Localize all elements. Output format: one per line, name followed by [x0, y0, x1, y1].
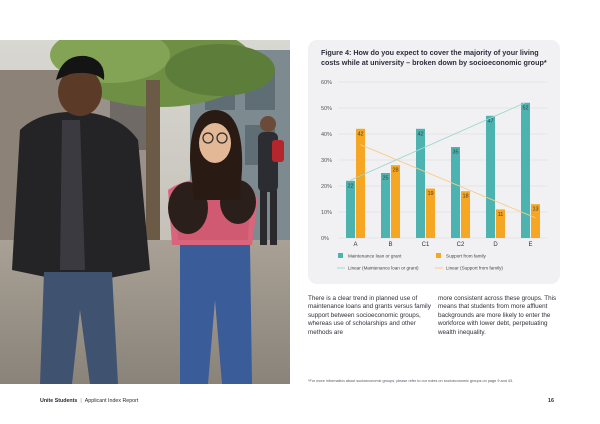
data-label: 28 [392, 167, 399, 174]
data-label: 22 [347, 183, 354, 190]
footer-brand: Unite Students [40, 398, 78, 404]
bar [356, 129, 365, 238]
bar-chart [308, 40, 560, 284]
x-tick-label: A [353, 242, 358, 248]
bar [416, 129, 425, 238]
page-number: 16 [548, 398, 554, 404]
legend-swatch [436, 253, 441, 258]
bar [451, 147, 460, 238]
legend-swatch [338, 253, 343, 258]
data-label: 42 [357, 131, 364, 138]
bar [346, 181, 355, 238]
x-tick-label: C2 [456, 242, 465, 248]
y-tick-label: 30% [321, 158, 333, 164]
x-tick-label: D [493, 242, 498, 248]
data-label: 47 [487, 118, 494, 125]
data-label: 19 [427, 191, 434, 198]
y-tick-label: 40% [321, 132, 333, 138]
chart-card [308, 40, 560, 284]
y-tick-label: 10% [321, 210, 333, 216]
y-tick-label: 50% [321, 106, 333, 112]
data-label: 52 [522, 105, 529, 112]
footer-report-name: Applicant Index Report [84, 398, 139, 404]
legend-label: Linear (Maintenance loan or grant) [348, 265, 419, 271]
bar [391, 165, 400, 238]
x-tick-label: C1 [421, 242, 430, 248]
y-tick-label: 0% [321, 236, 329, 242]
trendline [351, 103, 529, 181]
footer-title [40, 398, 138, 404]
data-label: 13 [532, 206, 539, 213]
students-photo-illustration [0, 40, 290, 384]
figure-title: Figure 4: How do you expect to cover the majority of your living costs while at university – broken down by socioeconomic group* [321, 48, 547, 68]
legend-label: Linear (Support from family) [446, 265, 503, 271]
body-paragraph-left: There is a clear trend in planned use of maintenance loans and grants versus family support between socioeconomic groups, whereas use of scholarships and other methods are [308, 295, 431, 336]
legend-label: Maintenance loan or grant [348, 253, 402, 259]
legend-label: Support from family [446, 253, 486, 259]
data-label: 35 [452, 149, 459, 156]
footer-separator: | [80, 398, 82, 404]
x-tick-label: E [528, 242, 533, 248]
data-label: 11 [497, 211, 504, 218]
x-tick-label: B [388, 242, 393, 248]
data-label: 25 [382, 175, 389, 182]
bar [486, 116, 495, 238]
students-photo [0, 40, 290, 384]
y-tick-label: 20% [321, 184, 333, 190]
bar [521, 103, 530, 238]
bar [381, 173, 390, 238]
data-label: 42 [417, 131, 424, 138]
data-label: 18 [462, 193, 469, 200]
footnote: *For more information about socioeconomic groups, please refer to our notes on socioeconomic groups on page 9 and 43. [308, 379, 514, 383]
y-tick-label: 60% [321, 80, 333, 86]
body-paragraph-right: more consistent across these groups. This means that students from more affluent backgrounds are more likely to enter the workforce with lower debt, perpetuating wealth inequality. [438, 295, 557, 336]
